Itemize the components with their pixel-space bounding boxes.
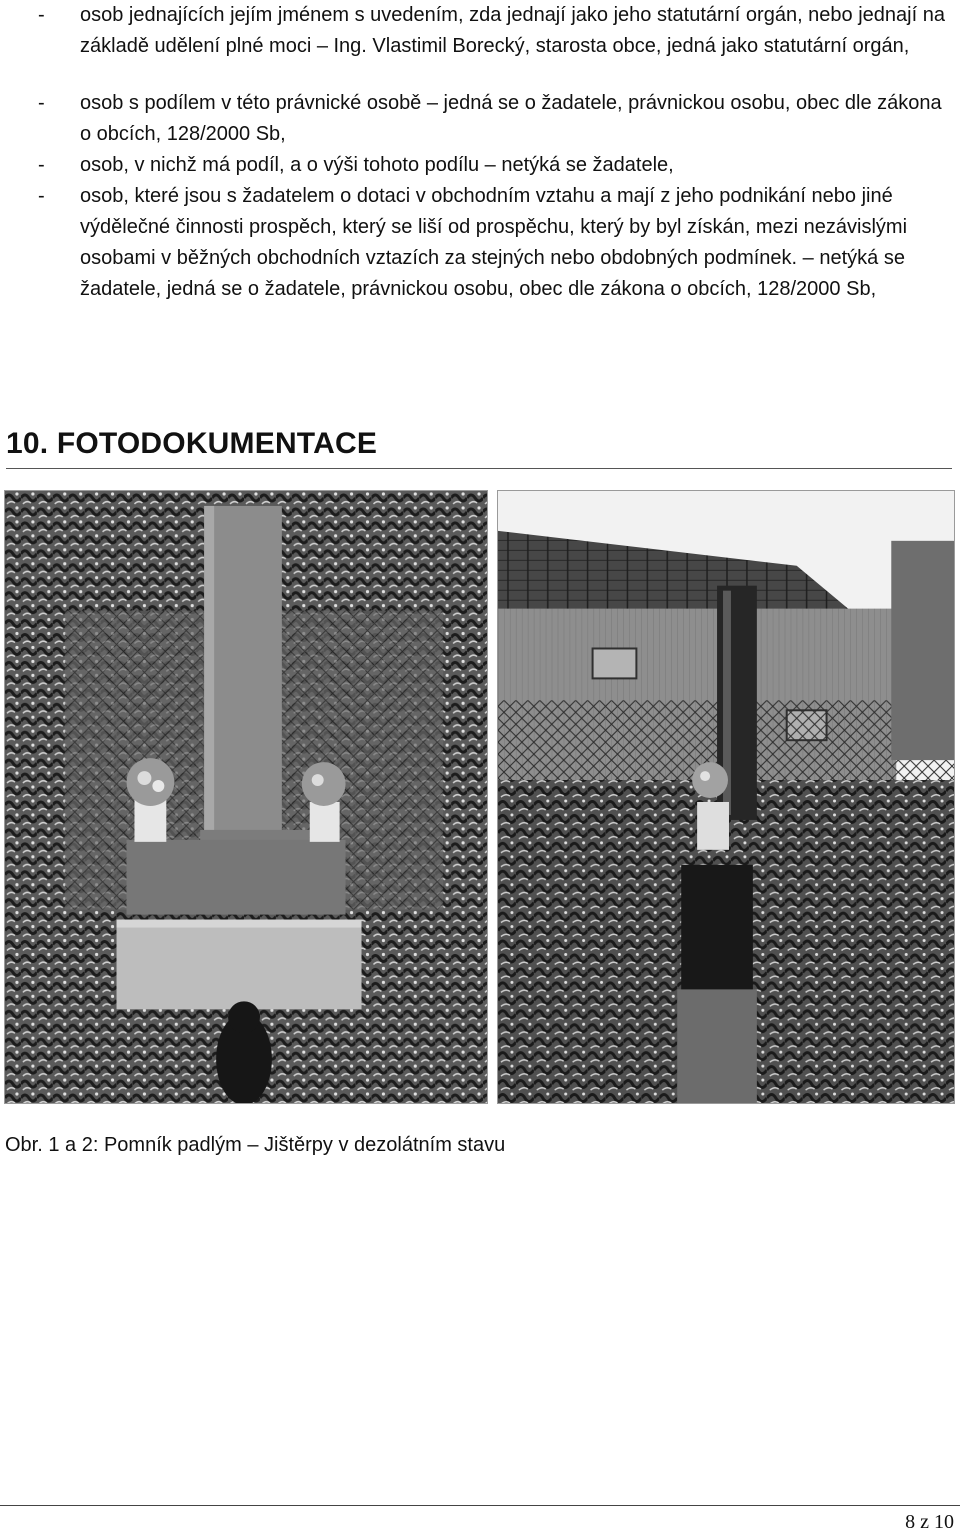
memorial-photo-1	[4, 490, 488, 1104]
bullet-dash: -	[38, 4, 45, 26]
section-heading: 10. FOTODOKUMENTACE	[6, 424, 952, 469]
bullet-dash: -	[38, 92, 45, 114]
bullet-text: osob, v nichž má podíl, a o výši tohoto podílu – netýká se žadatele,	[80, 154, 674, 176]
bullet-text: osob, které jsou s žadatelem o dotaci v obchodním vztahu a mají z jeho podnikání nebo jiné výdělečné činnosti prospěch, který se liší od prospěchu, který by byl získán, mezi nezávislými osobami v běžných obchodních vztazích za stejných nebo obdobných podmínek. – netýká se žadatele, jedná se o žadatele, právnickou osobu, obec dle zákona o obcích, 128/2000 Sb,	[80, 185, 908, 300]
bullet-dash: -	[38, 185, 45, 207]
bullet-text: osob jednajících jejím jménem s uvedením, zda jednají jako jeho statutární orgán, nebo jednají na základě udělení plné moci – Ing. Vlastimil Borecký, starosta obce, jedná jako statutární orgán,	[80, 4, 945, 57]
bullet-text: osob s podílem v této právnické osobě – jedná se o žadatele, právnickou osobu, obec dle zákona o obcích, 128/2000 Sb,	[80, 92, 942, 145]
page-number: 8 z 10	[905, 1511, 954, 1533]
footer-divider	[0, 1505, 960, 1506]
bullet-dash: -	[38, 154, 45, 176]
figure-caption: Obr. 1 a 2: Pomník padlým – Jištěrpy v dezolátním stavu	[5, 1134, 506, 1156]
memorial-photo-2	[497, 490, 955, 1104]
